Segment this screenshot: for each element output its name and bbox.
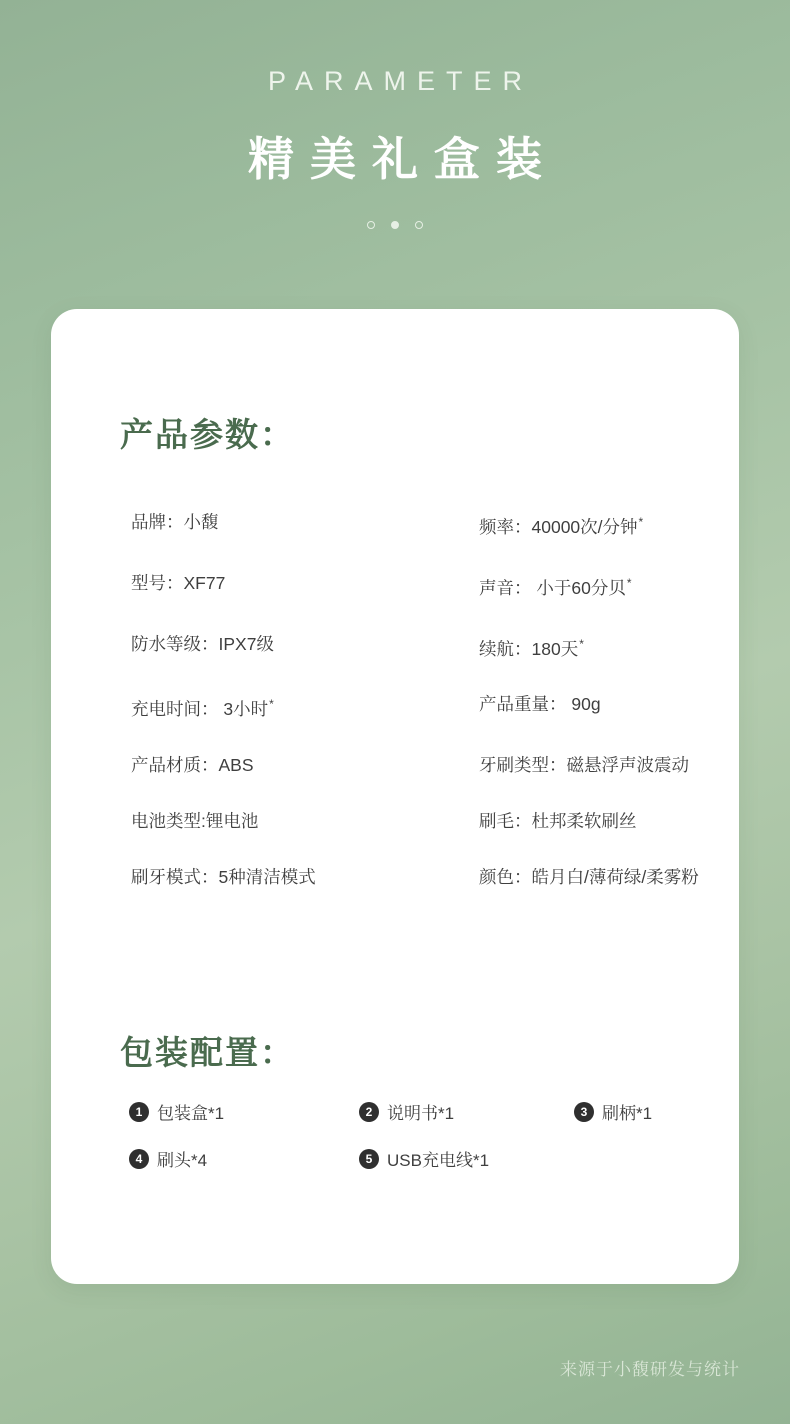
package-item-label: USB充电线*1 [387,1151,490,1170]
source-note: 来源于小馥研发与统计 [560,1360,740,1379]
param-waterproof-text: 防水等级：IPX7级 [131,633,274,654]
carousel-dot-3[interactable] [415,221,423,229]
param-bristles-text: 刷毛：杜邦柔软刷丝 [479,811,637,832]
param-battery-type [131,793,443,849]
param-colors-text: 颜色：皓月白/薄荷绿/柔雾粉 [479,867,699,888]
parameter-card [51,309,739,1284]
package-config-heading: 包装配置： [120,1034,295,1071]
param-frequency [443,494,731,555]
param-battery-life-sup: * [579,636,584,651]
param-material [131,737,443,793]
page-header [0,0,790,229]
param-battery-life [443,616,731,677]
number-badge-icon: 2 [359,1102,379,1122]
param-material-text: 产品材质：ABS [131,755,254,776]
param-sound-text: 声音： 小于60分贝 [479,577,626,598]
param-charge-time-sup: * [269,697,274,712]
param-modes-text: 刷牙模式：5种清洁模式 [131,867,316,888]
package-item-list [129,1099,709,1171]
param-bristles [443,793,731,849]
list-item [574,1099,709,1124]
param-battery-type-text: 电池类型:锂电池 [131,811,259,832]
carousel-dots[interactable] [0,221,790,229]
product-parameters-heading: 产品参数： [120,416,295,453]
list-item [129,1099,359,1124]
param-brand-text: 品牌：小馥 [131,512,219,532]
param-brush-type [443,737,731,793]
param-modes [131,849,443,905]
list-item [359,1146,574,1171]
param-sound [443,555,731,616]
param-sound-sup: * [626,575,632,590]
package-item-label: 包装盒*1 [157,1104,225,1123]
param-frequency-text: 频率：40000次/分钟 [479,516,638,537]
page-title: 精美礼盒装 [248,133,558,185]
param-charge-time-text: 充电时间： 3小时 [131,699,269,720]
param-brand [131,494,443,555]
list-item [129,1146,359,1171]
param-model [131,555,443,616]
param-waterproof [131,616,443,677]
list-item [359,1099,574,1124]
number-badge-icon: 5 [359,1149,379,1169]
param-frequency-sup: * [638,515,644,529]
param-charge-time [131,676,443,737]
param-weight [443,676,731,737]
param-brush-type-text: 牙刷类型：磁悬浮声波震动 [479,755,689,776]
number-badge-icon: 1 [129,1102,149,1122]
carousel-dot-2[interactable] [391,221,399,229]
param-model-text: 型号：XF77 [131,572,226,593]
param-colors [443,849,731,905]
package-item-label: 说明书*1 [387,1104,455,1123]
param-battery-life-text: 续航：180天 [479,638,579,659]
parameter-list [131,494,731,905]
number-badge-icon: 3 [574,1102,594,1122]
number-badge-icon: 4 [129,1149,149,1169]
param-weight-text: 产品重量： 90g [479,694,601,715]
package-item-label: 刷头*4 [157,1151,208,1170]
header-eyebrow: PARAMETER [267,66,534,96]
carousel-dot-1[interactable] [367,221,375,229]
package-item-label: 刷柄*1 [602,1104,653,1123]
